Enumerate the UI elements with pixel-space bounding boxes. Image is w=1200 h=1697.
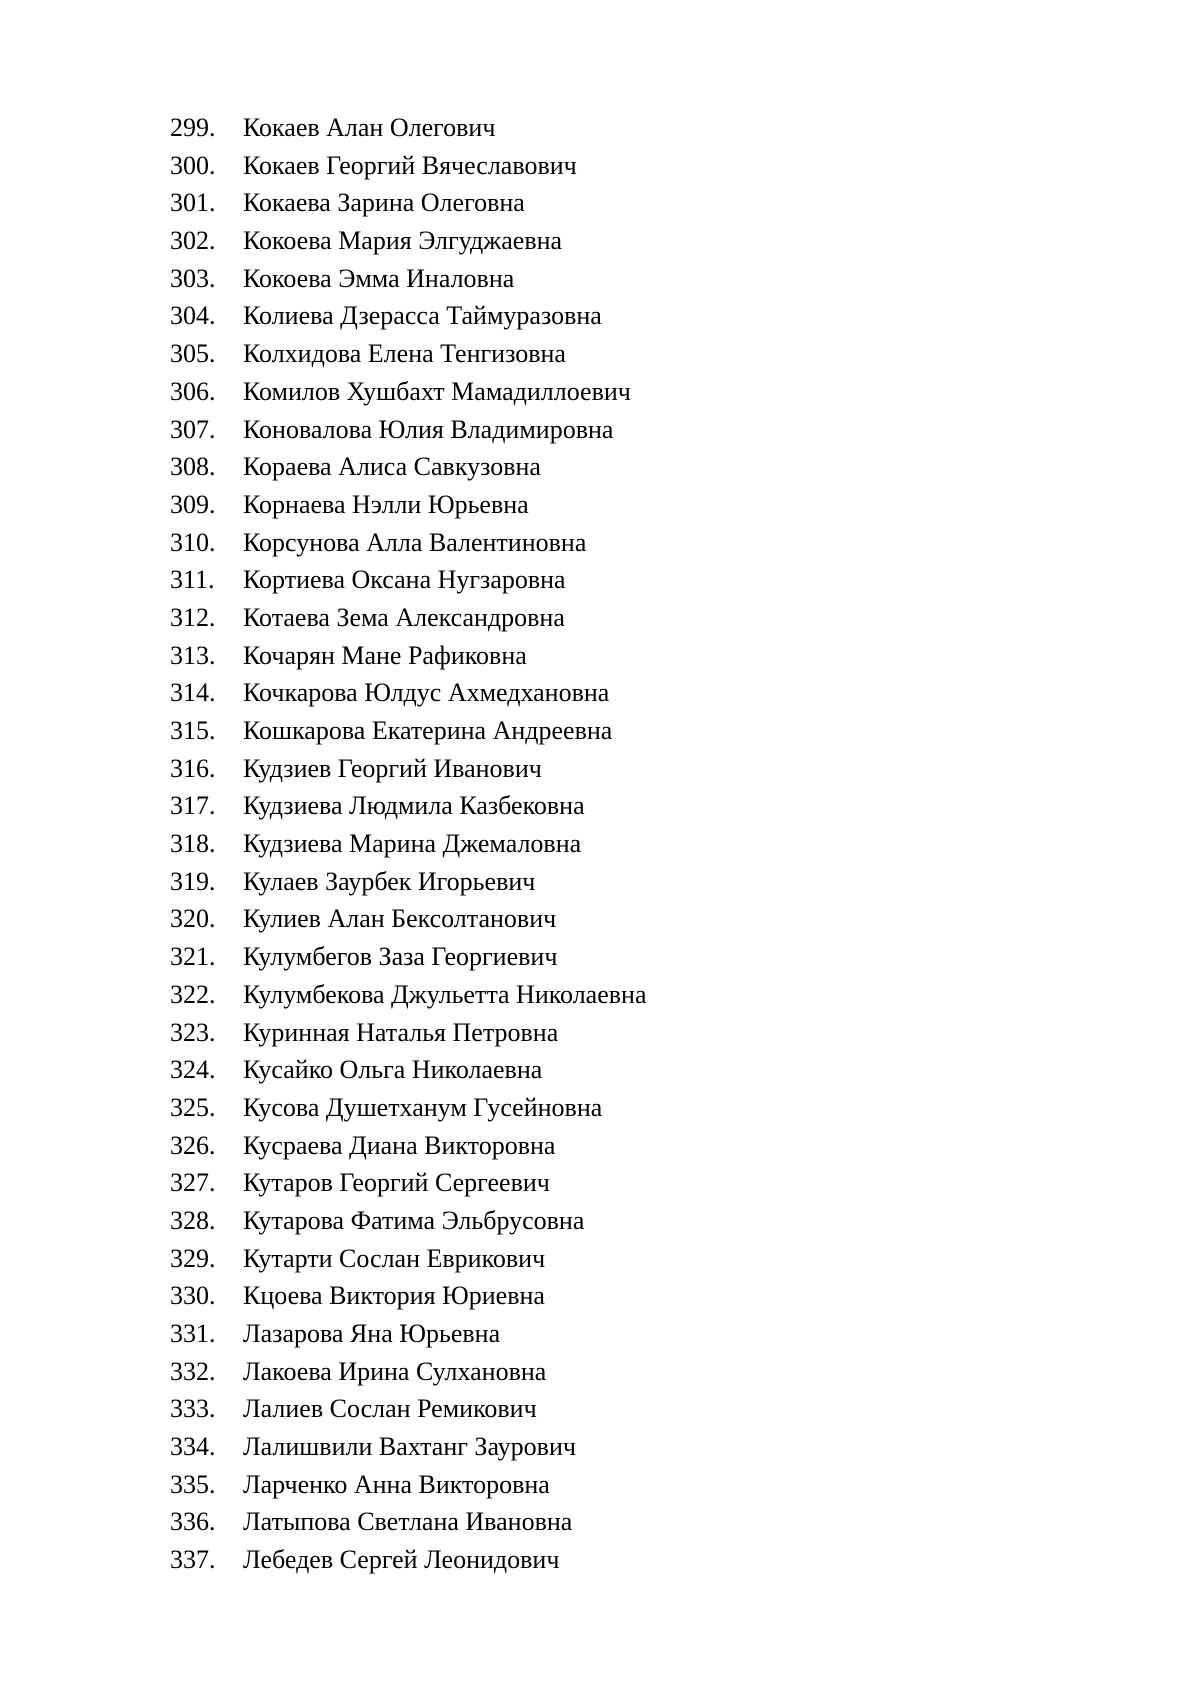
- list-item-number: 300.: [170, 150, 216, 180]
- list-item-number: 303.: [170, 263, 216, 293]
- list-item-name: Кусайко Ольга Николаевна: [243, 1055, 543, 1085]
- list-item-name: Лакоева Ирина Сулхановна: [243, 1356, 547, 1386]
- list-item: [170, 1018, 647, 1056]
- list-item-name: Кудзиева Людмила Казбековна: [243, 791, 585, 821]
- list-item-name: Котаева Зема Александровна: [243, 602, 565, 632]
- list-item-name: Ларченко Анна Викторовна: [243, 1469, 550, 1499]
- list-item: [170, 565, 647, 603]
- name-list: [170, 113, 647, 1583]
- list-item-number: 312.: [170, 602, 216, 632]
- list-item-number: 311.: [170, 565, 215, 595]
- list-item-name: Лалишвили Вахтанг Заурович: [243, 1432, 576, 1462]
- list-item-number: 328.: [170, 1205, 216, 1235]
- list-item: [170, 1206, 647, 1244]
- list-item-name: Кусраева Диана Викторовна: [243, 1130, 556, 1160]
- list-item-name: Кулумбекова Джульетта Николаевна: [243, 979, 647, 1009]
- list-item-name: Лалиев Сослан Ремикович: [243, 1394, 537, 1424]
- list-item-number: 307.: [170, 414, 216, 444]
- list-item-name: Кокаев Георгий Вячеславович: [243, 150, 577, 180]
- list-item-number: 334.: [170, 1432, 216, 1462]
- list-item-name: Коновалова Юлия Владимировна: [243, 414, 614, 444]
- list-item: [170, 1244, 647, 1282]
- list-item-name: Комилов Хушбахт Мамадиллоевич: [243, 376, 631, 406]
- list-item: [170, 603, 647, 641]
- list-item: [170, 754, 647, 792]
- list-item-name: Кокоева Мария Элгуджаевна: [243, 226, 563, 256]
- list-item: [170, 1319, 647, 1357]
- list-item: [170, 641, 647, 679]
- list-item-name: Кудзиева Марина Джемаловна: [243, 829, 582, 859]
- list-item-number: 321.: [170, 942, 216, 972]
- list-item-number: 333.: [170, 1394, 216, 1424]
- list-item-name: Колхидова Елена Тенгизовна: [243, 339, 566, 369]
- list-item-name: Кудзиев Георгий Иванович: [243, 753, 542, 783]
- list-item-name: Кокоева Эмма Иналовна: [243, 263, 515, 293]
- list-item-number: 308.: [170, 452, 216, 482]
- list-item-name: Кораева Алиса Савкузовна: [243, 452, 541, 482]
- list-item: [170, 1545, 647, 1583]
- list-item-name: Корсунова Алла Валентиновна: [243, 527, 587, 557]
- list-item-name: Лазарова Яна Юрьевна: [243, 1319, 501, 1348]
- list-item-name: Кулиев Алан Бексолтанович: [243, 904, 557, 934]
- list-item-name: Кортиева Оксана Нугзаровна: [243, 565, 566, 595]
- list-item-number: 330.: [170, 1281, 216, 1311]
- list-item: [170, 1432, 647, 1470]
- list-item-number: 315.: [170, 716, 216, 745]
- list-item-number: 310.: [170, 527, 216, 557]
- list-item: [170, 1470, 647, 1508]
- list-item-number: 318.: [170, 829, 216, 859]
- list-item-name: Кутарова Фатима Эльбрусовна: [243, 1205, 585, 1235]
- list-item-name: Кокаев Алан Олегович: [243, 113, 496, 142]
- list-item-number: 324.: [170, 1055, 216, 1085]
- list-item-number: 302.: [170, 226, 216, 256]
- list-item-name: Лебедев Сергей Леонидович: [243, 1545, 560, 1575]
- list-item-number: 306.: [170, 376, 216, 406]
- list-item: [170, 678, 647, 716]
- list-item-name: Кочкарова Юлдус Ахмедхановна: [243, 678, 610, 708]
- list-item: [170, 226, 647, 264]
- list-item-number: 327.: [170, 1168, 216, 1198]
- list-item-number: 335.: [170, 1469, 216, 1499]
- list-item-name: Корнаева Нэлли Юрьевна: [243, 489, 529, 519]
- list-item: [170, 1131, 647, 1169]
- list-item: [170, 1507, 647, 1545]
- list-item-number: 301.: [170, 188, 216, 218]
- list-item: [170, 490, 647, 528]
- list-item: [170, 980, 647, 1018]
- list-item-name: Кцоева Виктория Юриевна: [243, 1281, 545, 1311]
- list-item-number: 331.: [170, 1319, 216, 1348]
- list-item: [170, 113, 647, 151]
- list-item-number: 329.: [170, 1243, 216, 1273]
- list-item: [170, 1394, 647, 1432]
- list-item: [170, 452, 647, 490]
- list-item-name: Латыпова Светлана Ивановна: [243, 1507, 573, 1537]
- list-item-name: Кулаев Заурбек Игорьевич: [243, 866, 536, 896]
- list-item: [170, 791, 647, 829]
- list-item: [170, 829, 647, 867]
- list-item: [170, 301, 647, 339]
- list-item: [170, 1281, 647, 1319]
- list-item: [170, 528, 647, 566]
- list-item: [170, 1357, 647, 1395]
- list-item: [170, 415, 647, 453]
- list-item: [170, 339, 647, 377]
- list-item-number: 304.: [170, 301, 216, 331]
- list-item-number: 326.: [170, 1130, 216, 1160]
- list-item-number: 322.: [170, 979, 216, 1009]
- list-item: [170, 151, 647, 189]
- list-item: [170, 942, 647, 980]
- list-item-number: 320.: [170, 904, 216, 934]
- list-item: [170, 1093, 647, 1131]
- list-item: [170, 904, 647, 942]
- list-item-name: Кошкарова Екатерина Андреевна: [243, 716, 613, 745]
- list-item-number: 336.: [170, 1507, 216, 1537]
- list-item-name: Кулумбегов Заза Георгиевич: [243, 942, 558, 972]
- list-item: [170, 867, 647, 905]
- list-item-number: 313.: [170, 640, 216, 670]
- list-item-name: Кочарян Мане Рафиковна: [243, 640, 527, 670]
- list-item-name: Кусова Душетханум Гусейновна: [243, 1092, 603, 1122]
- list-item-number: 299.: [170, 113, 216, 142]
- list-item-name: Кутаров Георгий Сергеевич: [243, 1168, 550, 1198]
- list-item: [170, 264, 647, 302]
- list-item-number: 319.: [170, 866, 216, 896]
- list-item-number: 309.: [170, 489, 216, 519]
- list-item: [170, 188, 647, 226]
- list-item-number: 305.: [170, 339, 216, 369]
- list-item: [170, 1168, 647, 1206]
- list-item-name: Куринная Наталья Петровна: [243, 1017, 559, 1047]
- list-item-number: 314.: [170, 678, 216, 708]
- list-item: [170, 716, 647, 754]
- list-item: [170, 377, 647, 415]
- list-item-name: Колиева Дзерасса Таймуразовна: [243, 301, 602, 331]
- list-item-number: 332.: [170, 1356, 216, 1386]
- list-item-number: 325.: [170, 1092, 216, 1122]
- list-item-name: Кокаева Зарина Олеговна: [243, 188, 525, 218]
- list-item-name: Кутарти Сослан Еврикович: [243, 1243, 546, 1273]
- list-item: [170, 1055, 647, 1093]
- list-item-number: 323.: [170, 1017, 216, 1047]
- list-item-number: 317.: [170, 791, 216, 821]
- list-item-number: 337.: [170, 1545, 216, 1575]
- list-item-number: 316.: [170, 753, 216, 783]
